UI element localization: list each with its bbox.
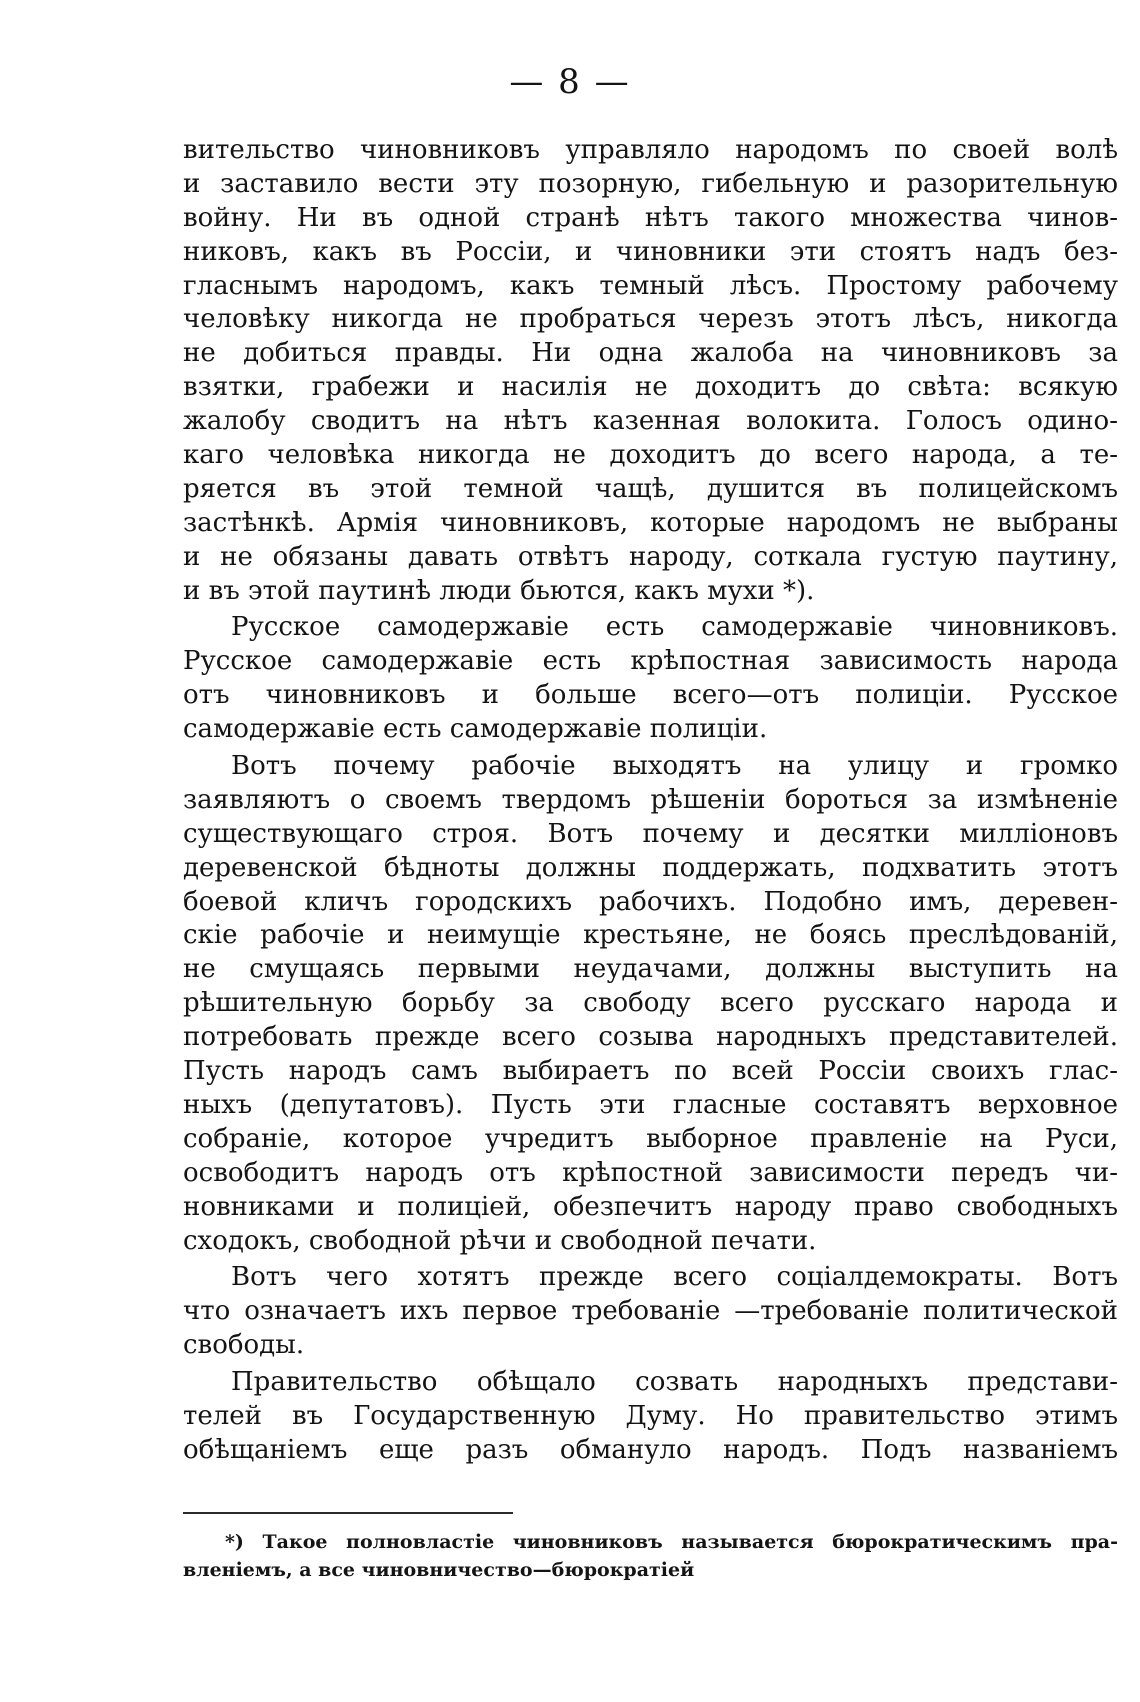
- text-line: взятки, грабежи и насилія не доходитъ до свѣта: всякую: [183, 372, 1118, 403]
- paragraph-3: [183, 750, 1118, 1258]
- footnote-line: *) Такое полновластіе чиновниковъ называется бюрократическимъ пра-: [225, 1531, 1118, 1553]
- page-body: [183, 134, 1118, 1471]
- text-line: войну. Ни въ одной странѣ нѣтъ такого множества чинов-: [183, 202, 1118, 233]
- text-line: человѣку никогда не пробраться черезъ этотъ лѣсъ, никогда: [183, 304, 1118, 335]
- footnote-divider: [183, 1512, 513, 1514]
- text-line: и не обязаны давать отвѣтъ народу, соткала густую паутину,: [183, 541, 1118, 572]
- text-line: отъ чиновниковъ и больше всего—отъ полиціи. Русское: [183, 680, 1118, 711]
- text-line: вительство чиновниковъ управляло народомъ по своей волѣ: [183, 135, 1118, 165]
- text-line: Вотъ чего хотятъ прежде всего соціалдемократы. Вотъ: [231, 1262, 1118, 1293]
- text-line: каго человѣка никогда не доходитъ до всего народа, а те-: [183, 440, 1118, 471]
- text-line: потребовать прежде всего созыва народныхъ представителей.: [183, 1022, 1118, 1053]
- paragraph-2: [183, 611, 1118, 747]
- text-line: и въ этой паутинѣ люди бьются, какъ мухи *).: [183, 575, 815, 606]
- text-line: что означаетъ ихъ первое требованіе —требованіе политической: [183, 1296, 1118, 1327]
- text-line: новниками и полиціей, обезпечитъ народу право свободныхъ: [183, 1191, 1118, 1222]
- paragraph-1: [183, 134, 1118, 608]
- text-line: боевой кличъ городскихъ рабочихъ. Подобно имъ, деревен-: [183, 886, 1118, 917]
- text-line: не добиться правды. Ни одна жалоба на чиновниковъ за: [183, 338, 1118, 369]
- text-line: и заставило вести эту позорную, гибельную и разорительную: [183, 168, 1118, 199]
- text-line: собраніе, которое учредитъ выборное правленіе на Руси,: [183, 1123, 1118, 1154]
- text-line: застѣнкѣ. Армія чиновниковъ, которые народомъ не выбраны: [183, 507, 1118, 538]
- footnote: [183, 1528, 1118, 1584]
- text-line: Русское самодержавіе есть крѣпостная зависимость народа: [183, 646, 1118, 677]
- text-line: ряется въ этой темной чащѣ, душится въ полицейскомъ: [183, 473, 1118, 504]
- text-line: Пусть народъ самъ выбираетъ по всей Россіи своихъ глас-: [183, 1056, 1118, 1087]
- text-line: деревенской бѣдноты должны поддержать, подхватить этотъ: [183, 852, 1118, 883]
- paragraph-4: [183, 1261, 1118, 1363]
- text-line: свободы.: [183, 1330, 305, 1361]
- text-line: скіе рабочіе и неимущіе крестьяне, не боясь преслѣдованій,: [183, 920, 1118, 951]
- text-line: жалобу сводитъ на нѣтъ казенная волокита. Голосъ одино-: [183, 406, 1118, 437]
- text-line: ныхъ (депутатовъ). Пусть эти гласные составятъ верховное: [183, 1089, 1118, 1120]
- text-line: рѣшительную борьбу за свободу всего русскаго народа и: [183, 988, 1118, 1019]
- text-line: Вотъ почему рабочіе выходятъ на улицу и громко: [231, 751, 1118, 782]
- text-line: обѣщаніемъ еще разъ обмануло народъ. Подъ названіемъ: [183, 1434, 1118, 1465]
- text-line: существующаго строя. Вотъ почему и десятки милліоновъ: [183, 818, 1118, 849]
- text-line: гласнымъ народомъ, какъ темный лѣсъ. Простому рабочему: [183, 270, 1118, 301]
- text-line: освободитъ народъ отъ крѣпостной зависимости передъ чи-: [183, 1157, 1118, 1188]
- text-line: заявляютъ о своемъ твердомъ рѣшеніи бороться за измѣненіе: [183, 784, 1118, 815]
- text-line: телей въ Государственную Думу. Но правительство этимъ: [183, 1400, 1118, 1431]
- paragraph-5: [183, 1366, 1118, 1468]
- text-line: никовъ, какъ въ Россіи, и чиновники эти стоятъ надъ без-: [183, 236, 1118, 267]
- footnote-line: вленіемъ, а все чиновничество—бюрократіей: [183, 1559, 695, 1581]
- text-line: не смущаясь первыми неудачами, должны выступить на: [183, 954, 1118, 985]
- text-line: Русское самодержавіе есть самодержавіе чиновниковъ.: [231, 612, 1118, 643]
- page-number: — 8 —: [509, 62, 631, 102]
- text-line: сходокъ, свободной рѣчи и свободной печати.: [183, 1225, 817, 1256]
- text-line: самодержавіе есть самодержавіе полиціи.: [183, 714, 768, 745]
- text-line: Правительство обѣщало созвать народныхъ представи-: [231, 1367, 1118, 1398]
